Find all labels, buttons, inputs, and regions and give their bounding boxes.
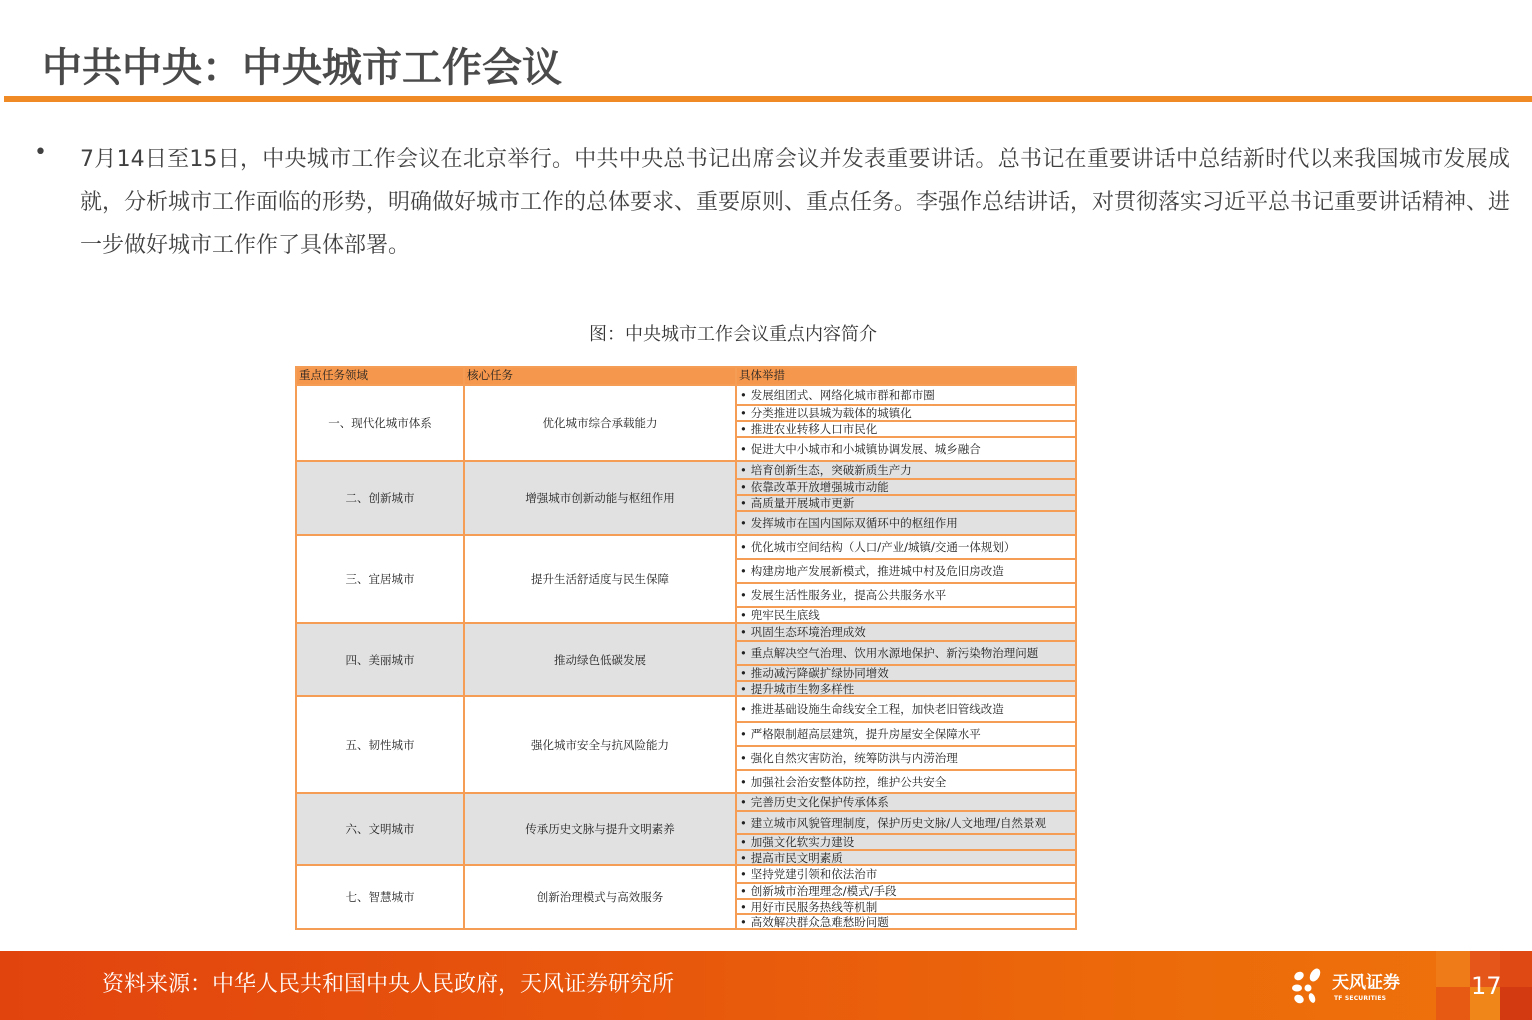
bullet-icon: • — [34, 140, 47, 165]
measure-text: 加强文化软实力建设 — [750, 835, 855, 849]
measure-text: 建立城市风貌管理制度，保护历史文脉/人文地理/自然景观 — [750, 815, 1047, 830]
measures-cell — [737, 697, 1075, 792]
header-area: 重点任务领域 — [297, 368, 465, 384]
core-task-cell: 优化城市综合承载能力 — [465, 386, 737, 460]
measure-item — [737, 582, 1075, 606]
measure-text: 依靠改革开放增强城市动能 — [750, 480, 889, 494]
logo-text-en: TF SECURITIES — [1334, 995, 1387, 1002]
bullet-icon: • — [740, 702, 747, 716]
bullet-icon: • — [740, 795, 747, 809]
core-task-cell: 提升生活舒适度与民生保障 — [465, 536, 737, 622]
bullet-icon: • — [740, 388, 747, 402]
measure-item — [737, 866, 1075, 882]
measure-text: 培育创新生态，突破新质生产力 — [750, 463, 912, 477]
measure-text: 优化城市空间结构（人口/产业/城镇/交通一体规划） — [750, 540, 1016, 554]
measure-item — [737, 478, 1075, 494]
flower-logo-icon — [1290, 967, 1330, 1007]
core-task-cell: 强化城市安全与抗风险能力 — [465, 697, 737, 792]
bullet-icon: • — [740, 442, 747, 456]
measures-cell — [737, 624, 1075, 695]
measure-text: 构建房地产发展新模式，推进城中村及危旧房改造 — [750, 564, 1004, 578]
measure-text: 提高市民文明素质 — [750, 850, 843, 865]
measure-item — [737, 745, 1075, 769]
measure-item — [737, 833, 1075, 849]
measure-item — [737, 558, 1075, 582]
bullet-icon: • — [740, 751, 747, 765]
task-area-cell: 五、韧性城市 — [297, 697, 465, 792]
measures-cell — [737, 794, 1075, 864]
bullet-icon: • — [740, 496, 747, 510]
measure-text: 强化自然灾害防治，统筹防洪与内涝治理 — [750, 751, 958, 765]
measure-item — [737, 849, 1075, 864]
bullet-icon: • — [740, 422, 747, 436]
measures-cell — [737, 866, 1075, 928]
bullet-icon: • — [740, 625, 747, 639]
measure-text: 分类推进以县城为载体的城镇化 — [750, 406, 912, 420]
measure-text: 完善历史文化保护传承体系 — [750, 795, 889, 809]
measure-text: 发展生活性服务业，提高公共服务水平 — [750, 588, 947, 602]
bullet-icon: • — [740, 815, 747, 830]
measure-item — [737, 898, 1075, 913]
bullet-icon: • — [740, 666, 747, 680]
measure-text: 巩固生态环境治理成效 — [750, 625, 866, 639]
measure-item — [737, 404, 1075, 420]
measure-item — [737, 624, 1075, 640]
task-area-cell: 七、智慧城市 — [297, 866, 465, 928]
task-area-cell: 三、宜居城市 — [297, 536, 465, 622]
measures-cell — [737, 386, 1075, 460]
table-row — [297, 695, 1075, 792]
core-task-cell: 增强城市创新动能与枢纽作用 — [465, 462, 737, 534]
header-measures: 具体举措 — [739, 368, 785, 382]
measure-item — [737, 640, 1075, 664]
measures-cell — [737, 462, 1075, 534]
measure-text: 发挥城市在国内国际双循环中的枢纽作用 — [750, 516, 958, 530]
measure-item — [737, 462, 1075, 478]
table-row — [297, 460, 1075, 534]
measure-text: 严格限制超高层建筑，提升房屋安全保障水平 — [750, 727, 981, 741]
core-task-cell: 推动绿色低碳发展 — [465, 624, 737, 695]
task-area-cell: 二、创新城市 — [297, 462, 465, 534]
bullet-icon: • — [740, 608, 747, 622]
measure-text: 推进农业转移人口市民化 — [750, 422, 878, 436]
measure-item — [737, 913, 1075, 928]
measures-cell — [737, 536, 1075, 622]
table-row — [297, 864, 1075, 928]
measure-item — [737, 510, 1075, 534]
measure-text: 加强社会治安整体防控，维护公共安全 — [750, 774, 947, 789]
table-row — [297, 792, 1075, 864]
core-task-cell: 传承历史文脉与提升文明素养 — [465, 794, 737, 864]
bullet-icon: • — [740, 835, 747, 849]
bullet-icon: • — [740, 884, 747, 898]
figure-caption: 图：中央城市工作会议重点内容简介 — [589, 324, 877, 345]
measure-text: 坚持党建引领和依法治市 — [750, 867, 878, 881]
measure-item — [737, 494, 1075, 510]
measure-text: 推进基础设施生命线安全工程，加快老旧管线改造 — [750, 702, 1004, 716]
bullet-icon: • — [740, 480, 747, 494]
bullet-icon: • — [740, 588, 747, 602]
measure-item — [737, 386, 1075, 404]
table-row — [297, 622, 1075, 695]
bullet-text: 7月14日至15日，中央城市工作会议在北京举行。中共中央总书记出席会议并发表重要讲话。总书记在重要讲话中总结新时代以来我国城市发展成就，分析城市工作面临的形势，明确做好城市工作的总体要求、重要原则、重点任务。李强作总结讲话，对贯彻落实习近平总书记重要讲话精神、进一步做好城市工作作了具体部署。 — [80, 147, 1511, 258]
slide-title: 中共中央：中央城市工作会议 — [42, 45, 562, 91]
intro-bullet — [30, 138, 1510, 267]
measure-text: 提升城市生物多样性 — [750, 681, 855, 696]
table-body — [297, 384, 1075, 928]
header-task: 核心任务 — [465, 368, 737, 384]
measure-item — [737, 536, 1075, 558]
bullet-icon: • — [740, 850, 747, 865]
measure-item — [737, 606, 1075, 622]
bullet-icon: • — [740, 646, 747, 660]
logo-text-cn: 天风证券 — [1332, 973, 1400, 993]
core-task-cell: 创新治理模式与高效服务 — [465, 866, 737, 928]
measure-text: 高效解决群众急难愁盼问题 — [750, 914, 889, 929]
table-header — [297, 368, 1075, 384]
measure-text: 推动减污降碳扩绿协同增效 — [750, 666, 889, 680]
measure-text: 发展组团式、网络化城市群和都市圈 — [750, 388, 935, 402]
bullet-icon: • — [740, 727, 747, 741]
measure-item — [737, 680, 1075, 695]
measure-text: 兜牢民生底线 — [750, 608, 820, 622]
source-note: 资料来源：中华人民共和国中央人民政府，天风证券研究所 — [102, 972, 675, 997]
bullet-icon: • — [740, 516, 747, 530]
measure-item — [737, 810, 1075, 833]
footer-bar — [0, 951, 1532, 1020]
measure-item — [737, 769, 1075, 792]
measure-text: 促进大中小城市和小城镇协调发展、城乡融合 — [750, 442, 981, 456]
task-area-cell: 六、文明城市 — [297, 794, 465, 864]
measure-text: 高质量开展城市更新 — [750, 496, 855, 510]
task-area-cell: 一、现代化城市体系 — [297, 386, 465, 460]
measure-item — [737, 721, 1075, 745]
table-row — [297, 534, 1075, 622]
measure-item — [737, 794, 1075, 810]
bullet-icon: • — [740, 867, 747, 881]
measure-item — [737, 436, 1075, 460]
table-row — [297, 384, 1075, 460]
task-area-cell: 四、美丽城市 — [297, 624, 465, 695]
bullet-icon: • — [740, 540, 747, 554]
measure-text: 用好市民服务热线等机制 — [750, 899, 878, 914]
measure-text: 重点解决空气治理、饮用水源地保护、新污染物治理问题 — [750, 646, 1039, 660]
bullet-icon: • — [740, 463, 747, 477]
bullet-icon: • — [740, 899, 747, 914]
measure-item — [737, 882, 1075, 898]
measure-item — [737, 664, 1075, 680]
title-divider — [4, 96, 1532, 102]
measure-item — [737, 420, 1075, 436]
page-number: 17 — [1471, 972, 1502, 1000]
company-logo — [1290, 967, 1410, 1007]
measure-item — [737, 697, 1075, 721]
bullet-icon: • — [740, 406, 747, 420]
measure-text: 创新城市治理理念/模式/手段 — [750, 884, 897, 898]
bullet-icon: • — [740, 914, 747, 929]
key-content-table — [295, 366, 1077, 930]
bullet-icon: • — [740, 774, 747, 789]
bullet-icon: • — [740, 564, 747, 578]
bullet-icon: • — [740, 681, 747, 696]
